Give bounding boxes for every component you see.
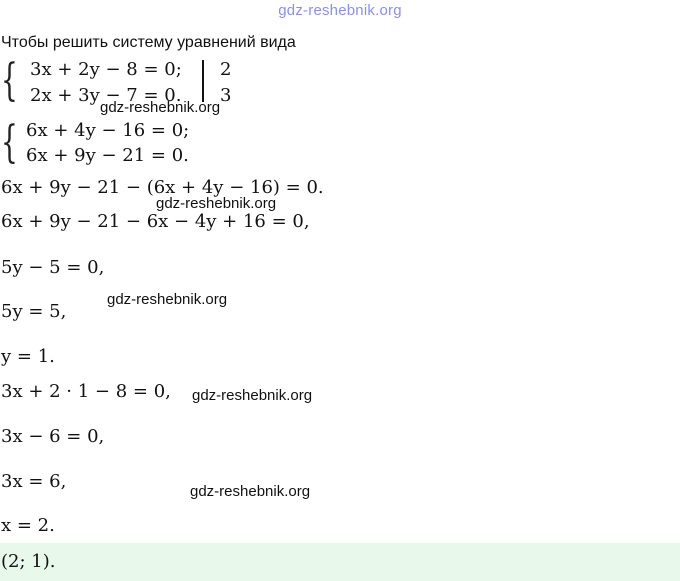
- watermark-1: gdz-reshebnik.org: [100, 99, 221, 116]
- system1-brace: {: [1, 55, 18, 106]
- step-6: 3x + 2 · 1 − 8 = 0,: [1, 381, 171, 402]
- step-2: 6x + 9y − 21 − 6x − 4y + 16 = 0,: [1, 211, 310, 232]
- step-3: 5y − 5 = 0,: [1, 257, 105, 278]
- system1-divider: [202, 60, 204, 102]
- step-4: 5y = 5,: [1, 301, 67, 322]
- answer-text: (2; 1).: [1, 551, 56, 572]
- watermark-top: gdz-reshebnik.org: [278, 2, 402, 19]
- system1-eq1: 3x + 2y − 8 = 0;: [30, 59, 182, 80]
- system2-eq2: 6x + 9y − 21 = 0.: [26, 145, 189, 166]
- step-7: 3x − 6 = 0,: [1, 426, 105, 447]
- system2-eq1: 6x + 4y − 16 = 0;: [26, 120, 190, 141]
- step-8: 3x = 6,: [1, 471, 67, 492]
- watermark-4: gdz-reshebnik.org: [192, 387, 313, 404]
- step-9: x = 2.: [1, 515, 55, 536]
- answer-highlight: [0, 543, 680, 581]
- step-1: 6x + 9y − 21 − (6x + 4y − 16) = 0.: [1, 177, 324, 198]
- intro-text: Чтобы решить систему уравнений вида: [1, 34, 296, 51]
- watermark-5: gdz-reshebnik.org: [190, 483, 311, 500]
- system1-multiplier1: 2: [220, 59, 232, 80]
- system2-brace: {: [1, 117, 18, 168]
- watermark-3: gdz-reshebnik.org: [107, 291, 228, 308]
- system1-eq2: 2x + 3y − 7 = 0.: [30, 85, 182, 106]
- step-5: y = 1.: [1, 346, 55, 367]
- system1-multiplier2: 3: [220, 85, 232, 106]
- watermark-2: gdz-reshebnik.org: [156, 195, 277, 212]
